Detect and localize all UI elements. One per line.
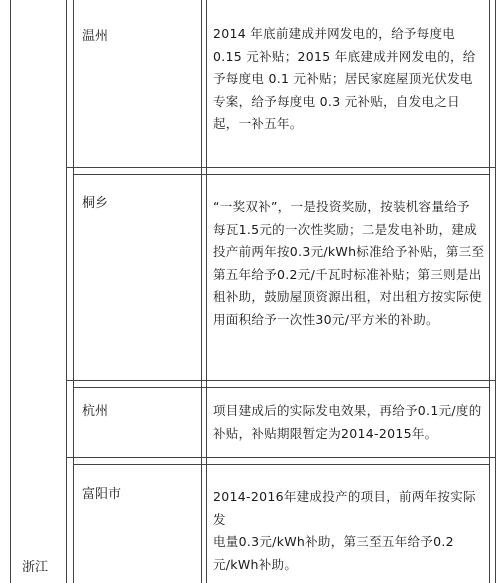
row-divider xyxy=(66,380,495,381)
table-border-left xyxy=(10,0,11,583)
row-divider xyxy=(73,174,489,175)
column-divider-province xyxy=(66,0,67,583)
province-cell: 浙江 xyxy=(22,560,49,575)
row-divider xyxy=(73,464,489,465)
table-border-right-outer xyxy=(495,0,496,583)
column-divider-province-inner xyxy=(73,0,74,583)
policy-cell-tongxiang: “一奖双补”，一是投资奖励，按装机容量给予 每瓦1.5元的一次性奖励；二是发电补助，建成 投产前两年按0.3元/kWh标准给予补贴，第三至 第五年给予0.2元/千瓦时标准补贴；第三则是出 租补助，鼓励屋顶资源出租，对出租方按实际使 用面积给予一次性30元/平方米的补助。 xyxy=(213,199,485,327)
city-cell-fuyang: 富阳市 xyxy=(82,487,122,502)
city-cell-wenzhou: 温州 xyxy=(82,29,109,44)
policy-cell-wenzhou: 2014 年底前建成并网发电的，给予每度电 0.15 元补贴；2015 年底建成并网发电的，给 予每度电 0.1 元补贴；居民家庭屋顶光伏发电 专案，给予每度电 0.3 元补贴，自发电之日 起，一补五年。 xyxy=(213,26,476,131)
column-divider-city-inner xyxy=(206,0,207,583)
row-divider xyxy=(73,387,489,388)
city-cell-tongxiang: 桐乡 xyxy=(82,196,109,211)
policy-cell-fuyang: 2014-2016年建成投产的项目，前两年按实际发 电量0.3元/kWh补助，第三至五年给予0.2 元/kWh补助。 xyxy=(213,489,476,572)
city-cell-hangzhou: 杭州 xyxy=(82,404,109,419)
policy-cell-hangzhou: 项目建成后的实际发电效果，再给予0.1元/度的 补贴，补贴期限暂定为2014-2015年。 xyxy=(213,403,482,441)
row-divider xyxy=(66,457,495,458)
table-border-right xyxy=(489,0,490,583)
row-divider xyxy=(66,167,495,168)
column-divider-city xyxy=(201,0,202,583)
